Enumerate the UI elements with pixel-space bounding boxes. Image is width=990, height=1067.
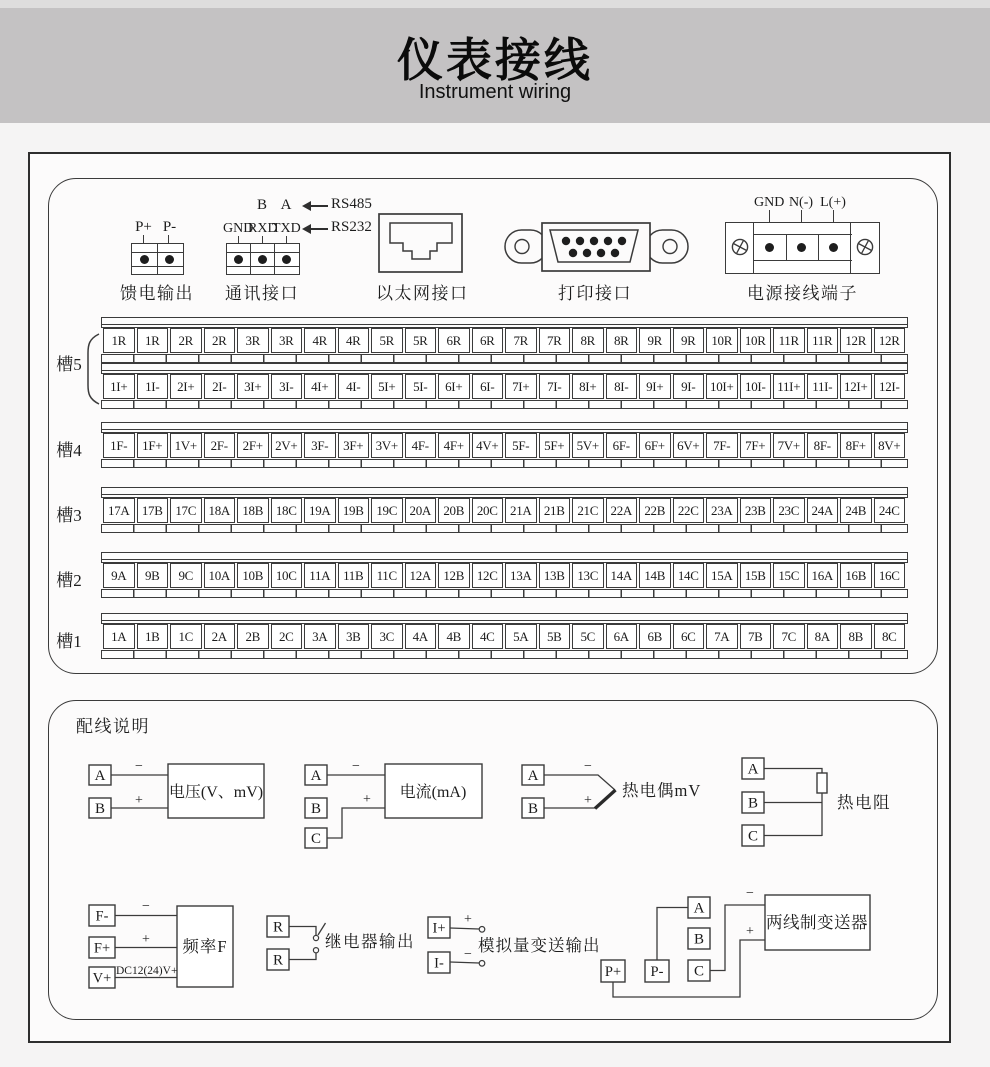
- slot5-bracket: [85, 333, 100, 405]
- terminal-cell: 11C: [371, 563, 403, 588]
- voltage-box-label: 电压(V、mV): [168, 784, 264, 801]
- relay-diagram: [255, 905, 415, 980]
- terminal-cell: 12A: [405, 563, 437, 588]
- terminal-cell: 2R: [204, 328, 236, 353]
- terminal-cell: 22B: [639, 498, 671, 523]
- terminal-cell: 12C: [472, 563, 504, 588]
- terminal-cell: 11R: [773, 328, 805, 353]
- terminal-cell: 16B: [840, 563, 872, 588]
- terminal-cell: 7R: [505, 328, 537, 353]
- terminal-cell: 9B: [137, 563, 169, 588]
- terminal-label: R: [272, 952, 284, 969]
- thermocouple-label: 热电偶mV: [622, 781, 702, 800]
- transmitter-diagram: [590, 885, 885, 1010]
- terminal-cell: 13C: [572, 563, 604, 588]
- feed-pin-label: P+: [135, 219, 152, 235]
- terminal-label: C: [693, 963, 705, 980]
- terminal-cell: 12B: [438, 563, 470, 588]
- terminal-cell: 8V+: [874, 433, 906, 458]
- terminal-cell: 5R: [405, 328, 437, 353]
- terminal-cell: 4V+: [472, 433, 504, 458]
- terminal-cell: 11I-: [807, 374, 839, 399]
- terminal-cell: 14C: [673, 563, 705, 588]
- terminal-cell: 4R: [304, 328, 336, 353]
- pin-label: P-: [650, 964, 664, 980]
- slot4-label: 槽4: [56, 441, 82, 460]
- terminal-cell: 5I-: [405, 374, 437, 399]
- polarity-plus: +: [464, 912, 472, 927]
- terminal-cell: 15B: [740, 563, 772, 588]
- terminal-cell: 15A: [706, 563, 738, 588]
- terminal-dot: [282, 255, 291, 264]
- terminal-label: A: [310, 768, 322, 784]
- power-pin-label: N(-): [788, 195, 814, 210]
- strip-edge: [101, 354, 908, 363]
- polarity-plus: +: [135, 793, 143, 808]
- terminal-cell: 8F-: [807, 433, 839, 458]
- power-terminal-block: [725, 222, 880, 274]
- terminal-cell: 9I-: [673, 374, 705, 399]
- terminal-cell: 7A: [706, 624, 738, 649]
- terminal-cell: 8B: [840, 624, 872, 649]
- comm-top-pin-label: B: [256, 197, 267, 213]
- terminal-cell: 17A: [103, 498, 135, 523]
- terminal-cell: 19B: [338, 498, 370, 523]
- terminal-cell: 10B: [237, 563, 269, 588]
- strip-edge: [101, 650, 908, 659]
- frequency-diagram: [49, 895, 249, 1000]
- polarity-minus: −: [464, 947, 472, 962]
- comm-pin-label: RXD: [248, 221, 278, 236]
- terminal-cell: 4A: [405, 624, 437, 649]
- terminal-cell: 10R: [740, 328, 772, 353]
- terminal-label: A: [693, 900, 705, 917]
- polarity-plus: +: [363, 792, 371, 807]
- polarity-minus: −: [746, 886, 754, 901]
- power-pin-label: L(+): [820, 195, 846, 210]
- terminal-cell: 9I+: [639, 374, 671, 399]
- terminal-cell: 1I-: [137, 374, 169, 399]
- terminal-cell: 6I-: [472, 374, 504, 399]
- terminal-label: F+: [93, 940, 111, 957]
- feed-caption: 馈电输出: [120, 284, 194, 303]
- terminal-cell: 6I+: [438, 374, 470, 399]
- terminal-label: B: [747, 795, 759, 812]
- block-line: [818, 234, 819, 261]
- slot1-label: 槽1: [56, 632, 82, 651]
- terminal-cell: 22A: [606, 498, 638, 523]
- polarity-minus: −: [584, 759, 592, 774]
- terminal-cell: 23A: [706, 498, 738, 523]
- block-line: [227, 252, 300, 253]
- dc-power-label: DC12(24)V+: [116, 965, 178, 977]
- terminal-cell: 1C: [170, 624, 202, 649]
- terminal-cell: 7C: [773, 624, 805, 649]
- terminal-cell: 15C: [773, 563, 805, 588]
- terminal-cell: 3F+: [338, 433, 370, 458]
- slot4-row: [103, 433, 905, 458]
- analog-output-label: 模拟量变送输出: [478, 936, 600, 955]
- strip-edge: [101, 487, 908, 498]
- slot2-row: [103, 563, 905, 588]
- terminal-cell: 8F+: [840, 433, 872, 458]
- terminal-cell: 9R: [673, 328, 705, 353]
- terminal-cell: 8C: [874, 624, 906, 649]
- terminal-cell: 21B: [539, 498, 571, 523]
- ethernet-port-icon: [378, 213, 464, 274]
- terminal-cell: 4C: [472, 624, 504, 649]
- slot3-row: [103, 498, 905, 523]
- terminal-cell: 10I+: [706, 374, 738, 399]
- slot2-label: 槽2: [56, 571, 82, 590]
- terminal-cell: 11I+: [773, 374, 805, 399]
- relay-label: 继电器输出: [325, 932, 415, 951]
- terminal-dot: [258, 255, 267, 264]
- terminal-label: V+: [92, 970, 112, 987]
- rs232-arrow-icon: [311, 228, 328, 230]
- terminal-cell: 5F+: [539, 433, 571, 458]
- terminal-cell: 1R: [103, 328, 135, 353]
- terminal-cell: 23B: [740, 498, 772, 523]
- terminal-cell: 5R: [371, 328, 403, 353]
- terminal-label: B: [310, 801, 322, 817]
- polarity-plus: +: [142, 932, 150, 947]
- terminal-cell: 6V+: [673, 433, 705, 458]
- terminal-cell: 12R: [840, 328, 872, 353]
- terminal-cell: 2V+: [271, 433, 303, 458]
- polarity-plus: +: [584, 793, 592, 808]
- strip-edge: [101, 363, 908, 374]
- polarity-plus: +: [746, 924, 754, 939]
- terminal-cell: 4B: [438, 624, 470, 649]
- terminal-cell: 9C: [170, 563, 202, 588]
- terminal-label: B: [94, 801, 106, 817]
- strip-edge: [101, 524, 908, 533]
- terminal-label: I+: [432, 920, 446, 937]
- terminal-dot: [165, 255, 174, 264]
- printer-caption: 打印接口: [558, 284, 632, 303]
- polarity-minus: −: [135, 759, 143, 774]
- page-header: [0, 8, 990, 123]
- block-line: [850, 223, 851, 273]
- terminal-cell: 3F-: [304, 433, 336, 458]
- strip-edge: [101, 317, 908, 328]
- terminal-dot: [765, 243, 774, 252]
- terminal-cell: 4R: [338, 328, 370, 353]
- terminal-cell: 22C: [673, 498, 705, 523]
- terminal-label: A: [527, 768, 539, 784]
- terminal-label: A: [94, 768, 106, 784]
- terminal-cell: 9A: [103, 563, 135, 588]
- strip-edge: [101, 459, 908, 468]
- terminal-dot: [140, 255, 149, 264]
- terminal-cell: 19A: [304, 498, 336, 523]
- current-diagram: [265, 757, 495, 857]
- screw-icon: [856, 238, 874, 256]
- terminal-cell: 10A: [204, 563, 236, 588]
- terminal-cell: 3V+: [371, 433, 403, 458]
- terminal-cell: 7I-: [539, 374, 571, 399]
- terminal-cell: 7B: [740, 624, 772, 649]
- comm-caption: 通讯接口: [225, 284, 299, 303]
- block-line: [132, 252, 184, 253]
- strip-edge: [101, 422, 908, 433]
- terminal-cell: 6F+: [639, 433, 671, 458]
- terminal-cell: 19C: [371, 498, 403, 523]
- terminal-label: I-: [434, 955, 444, 972]
- terminal-cell: 1R: [137, 328, 169, 353]
- terminal-dot: [829, 243, 838, 252]
- terminal-cell: 4I+: [304, 374, 336, 399]
- terminal-cell: 5I+: [371, 374, 403, 399]
- printer-port-icon: [503, 222, 690, 274]
- analog-output-diagram: [415, 905, 600, 980]
- block-line: [227, 266, 300, 267]
- power-caption: 电源接线端子: [747, 284, 858, 303]
- terminal-cell: 8I-: [606, 374, 638, 399]
- terminal-cell: 21A: [505, 498, 537, 523]
- wiring-notes-title: 配线说明: [76, 717, 150, 736]
- terminal-cell: 7F-: [706, 433, 738, 458]
- terminal-cell: 5C: [572, 624, 604, 649]
- terminal-cell: 24C: [874, 498, 906, 523]
- terminal-cell: 8R: [606, 328, 638, 353]
- terminal-cell: 11R: [807, 328, 839, 353]
- terminal-cell: 11B: [338, 563, 370, 588]
- terminal-cell: 17C: [170, 498, 202, 523]
- terminal-cell: 18A: [204, 498, 236, 523]
- slot5-row-r: [103, 328, 905, 353]
- terminal-cell: 7F+: [740, 433, 772, 458]
- terminal-cell: 1F-: [103, 433, 135, 458]
- terminal-cell: 8R: [572, 328, 604, 353]
- terminal-cell: 17B: [137, 498, 169, 523]
- comm-pin-label: TXD: [272, 221, 301, 236]
- terminal-cell: 7I+: [505, 374, 537, 399]
- terminal-cell: 3R: [271, 328, 303, 353]
- terminal-cell: 12R: [874, 328, 906, 353]
- terminal-label: R: [272, 919, 284, 936]
- terminal-cell: 7R: [539, 328, 571, 353]
- rtd-diagram: [730, 750, 910, 855]
- feed-terminal-block: [131, 243, 184, 275]
- terminal-cell: 2I+: [170, 374, 202, 399]
- terminal-cell: 2B: [237, 624, 269, 649]
- slot3-label: 槽3: [56, 506, 82, 525]
- terminal-cell: 16C: [874, 563, 906, 588]
- terminal-label: B: [527, 801, 539, 817]
- terminal-cell: 24A: [807, 498, 839, 523]
- transmitter-box-label: 两线制变送器: [766, 913, 868, 932]
- terminal-cell: 2F+: [237, 433, 269, 458]
- terminal-cell: 8I+: [572, 374, 604, 399]
- terminal-cell: 3A: [304, 624, 336, 649]
- page-title: 仪表接线: [397, 34, 593, 86]
- terminal-cell: 5B: [539, 624, 571, 649]
- comm-pin-label: GND: [223, 221, 254, 236]
- terminal-cell: 6R: [472, 328, 504, 353]
- terminal-cell: 21C: [572, 498, 604, 523]
- terminal-cell: 3B: [338, 624, 370, 649]
- block-line: [753, 223, 754, 273]
- comm-terminal-block: [226, 243, 300, 275]
- terminal-label: C: [310, 831, 322, 847]
- block-line: [157, 244, 158, 274]
- rtd-label: 热电阻: [837, 793, 891, 812]
- terminal-cell: 4F-: [405, 433, 437, 458]
- rs485-arrow-icon: [311, 205, 328, 207]
- power-pin-label: GND: [754, 195, 785, 210]
- terminal-cell: 2R: [170, 328, 202, 353]
- block-line: [274, 244, 275, 274]
- ethernet-caption: 以太网接口: [376, 284, 469, 303]
- terminal-cell: 14B: [639, 563, 671, 588]
- terminal-cell: 20A: [405, 498, 437, 523]
- terminal-cell: 6R: [438, 328, 470, 353]
- terminal-cell: 12I+: [840, 374, 872, 399]
- voltage-diagram: [49, 757, 279, 852]
- screw-icon: [731, 238, 749, 256]
- thermocouple-diagram: [510, 757, 710, 832]
- block-line: [753, 260, 852, 261]
- terminal-cell: 1B: [137, 624, 169, 649]
- terminal-cell: 6C: [673, 624, 705, 649]
- terminal-cell: 16A: [807, 563, 839, 588]
- polarity-minus: −: [142, 899, 150, 914]
- pin-label: P+: [604, 964, 622, 980]
- terminal-cell: 2C: [271, 624, 303, 649]
- terminal-cell: 2A: [204, 624, 236, 649]
- terminal-cell: 1I+: [103, 374, 135, 399]
- terminal-cell: 1F+: [137, 433, 169, 458]
- strip-edge: [101, 400, 908, 409]
- feed-pin-label: P-: [162, 219, 177, 235]
- terminal-cell: 4F+: [438, 433, 470, 458]
- frequency-box-label: 频率F: [182, 937, 228, 956]
- rs485-label: RS485: [331, 196, 372, 212]
- terminal-cell: 2F-: [204, 433, 236, 458]
- strip-edge: [101, 552, 908, 563]
- terminal-cell: 6B: [639, 624, 671, 649]
- terminal-cell: 24B: [840, 498, 872, 523]
- terminal-cell: 2I-: [204, 374, 236, 399]
- terminal-cell: 6F-: [606, 433, 638, 458]
- current-box-label: 电流(mA): [399, 784, 467, 801]
- terminal-cell: 10R: [706, 328, 738, 353]
- strip-edge: [101, 613, 908, 624]
- terminal-label: A: [747, 761, 759, 778]
- polarity-minus: −: [352, 759, 360, 774]
- terminal-label: C: [747, 828, 759, 845]
- top-strip: [0, 0, 990, 8]
- block-line: [753, 234, 852, 235]
- terminal-cell: 10C: [271, 563, 303, 588]
- terminal-cell: 18B: [237, 498, 269, 523]
- slot5-row-i: [103, 374, 905, 399]
- terminal-cell: 1A: [103, 624, 135, 649]
- terminal-cell: 9R: [639, 328, 671, 353]
- terminal-label: B: [693, 931, 705, 948]
- terminal-cell: 7V+: [773, 433, 805, 458]
- terminal-cell: 5V+: [572, 433, 604, 458]
- terminal-cell: 20B: [438, 498, 470, 523]
- terminal-cell: 6A: [606, 624, 638, 649]
- terminal-cell: 13B: [539, 563, 571, 588]
- terminal-dot: [234, 255, 243, 264]
- terminal-cell: 5A: [505, 624, 537, 649]
- comm-top-pin-label: A: [280, 197, 292, 213]
- terminal-cell: 14A: [606, 563, 638, 588]
- terminal-cell: 3C: [371, 624, 403, 649]
- terminal-cell: 4I-: [338, 374, 370, 399]
- terminal-cell: 18C: [271, 498, 303, 523]
- terminal-cell: 1V+: [170, 433, 202, 458]
- slot1-row: [103, 624, 905, 649]
- terminal-cell: 23C: [773, 498, 805, 523]
- terminal-cell: 5F-: [505, 433, 537, 458]
- block-line: [250, 244, 251, 274]
- terminal-cell: 10I-: [740, 374, 772, 399]
- terminal-cell: 20C: [472, 498, 504, 523]
- terminal-label: F-: [95, 908, 109, 925]
- terminal-cell: 11A: [304, 563, 336, 588]
- terminal-dot: [797, 243, 806, 252]
- block-line: [132, 266, 184, 267]
- terminal-cell: 3I-: [271, 374, 303, 399]
- page-subtitle: Instrument wiring: [418, 81, 572, 103]
- terminal-cell: 12I-: [874, 374, 906, 399]
- rs232-label: RS232: [331, 219, 372, 235]
- slot5-label: 槽5: [56, 355, 82, 374]
- terminal-cell: 8A: [807, 624, 839, 649]
- terminal-cell: 3I+: [237, 374, 269, 399]
- terminal-cell: 13A: [505, 563, 537, 588]
- strip-edge: [101, 589, 908, 598]
- block-line: [786, 234, 787, 261]
- terminal-cell: 3R: [237, 328, 269, 353]
